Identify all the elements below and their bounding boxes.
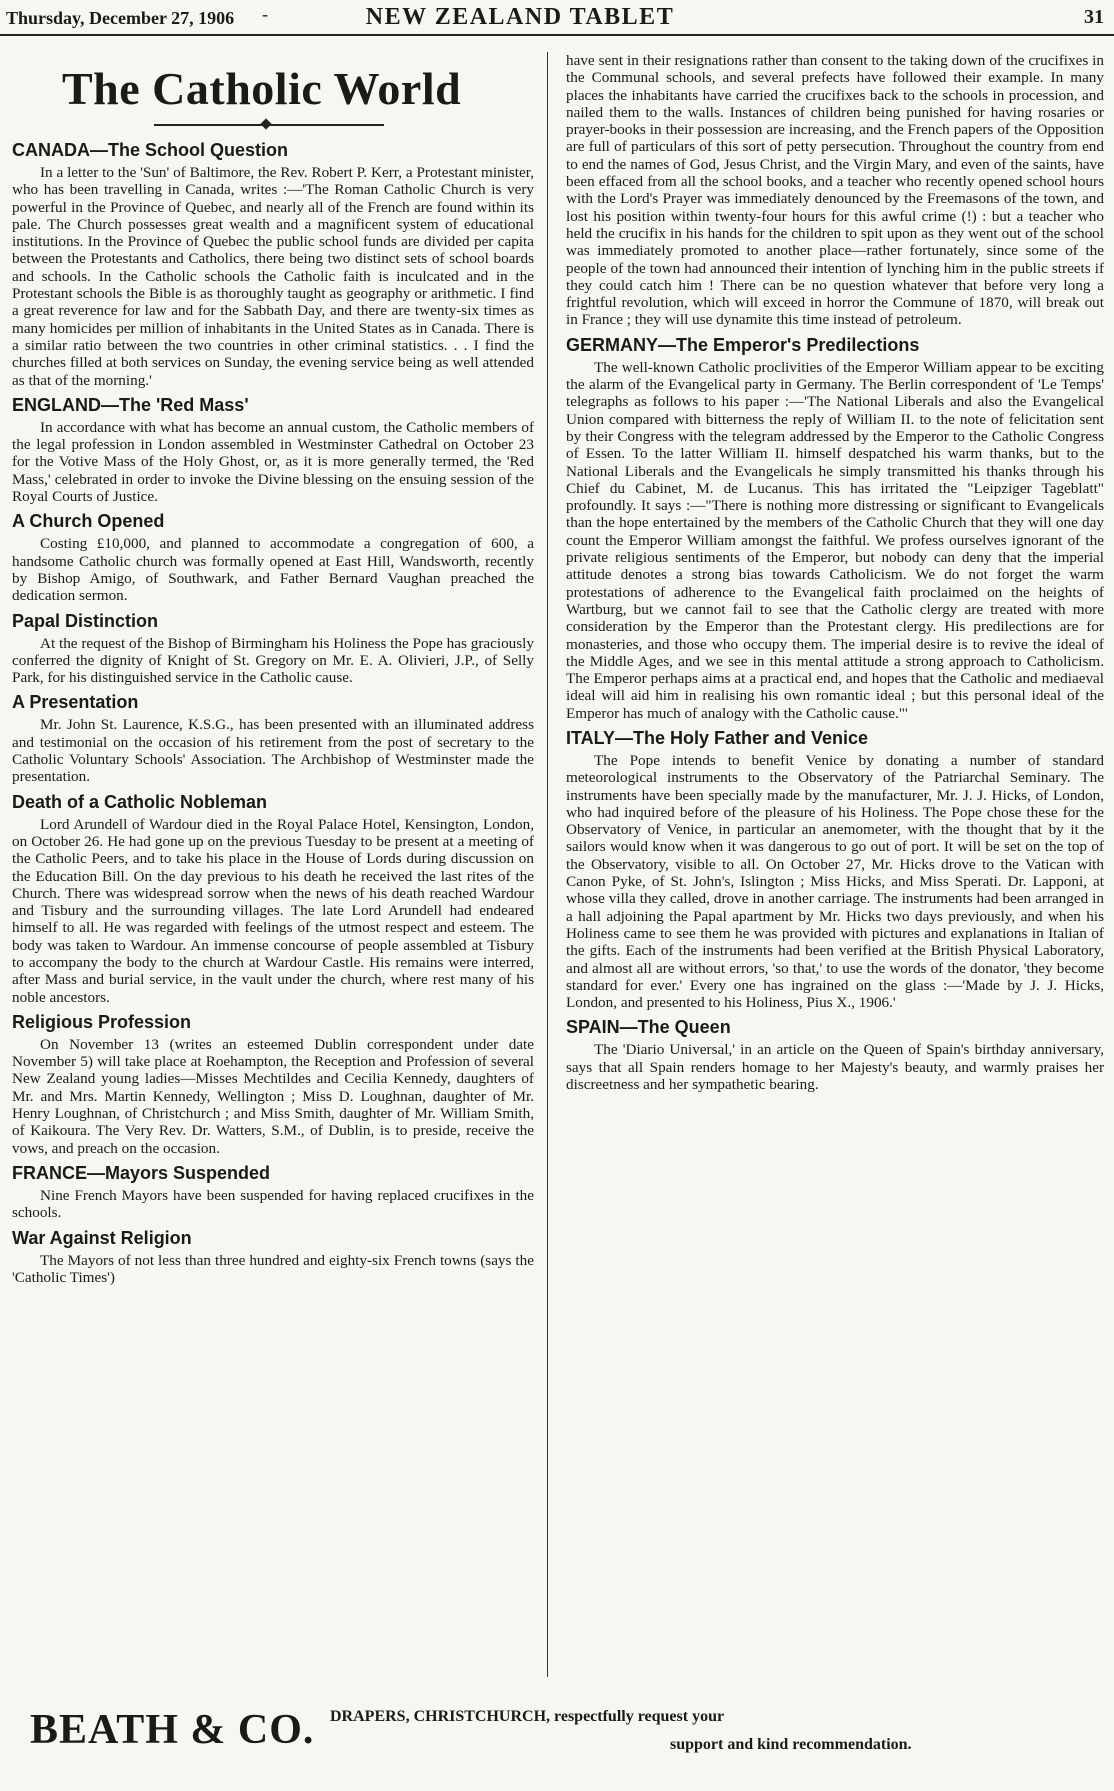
- article-body: The well-known Catholic proclivities of the Emperor William appear to be exciting the alarm of the Evangelical party in Germany. The Berlin correspondent of 'Le Temps' telegraphs as follows to his paper :—'The National Liberals and also the Evangelical Union compared with bitterness the reply of William II. to the note of felicitation sent by their Congress with the telegram addressed by the Emperor to the Catholic Congress of Essen. To the latter William II. himself despatched his warm thanks, but to the National Liberals and the Evangelicals he simply transmitted his thanks through his Chief du Cabinet, M. de Lucanus. This has irritated the "Leipziger Tageblatt" profoundly. It says :—"There is nothing more distressing or significant to Evangelicals than the hope entertained by the members of the Catholic Church that they will one day count the Emperor William amongst the faithful. We profess ourselves ignorant of the private religious sentiments of the Emperor, but nobody can deny that the imperial attitude denotes a strong bias towards Catholicism. We do not forget the warm protestations of adherence to the Evangelical faith proclaimed on the heights of Wartburg, but we cannot fail to see that the Catholic clergy are treated with more consideration by the Emperor than the Protestant clergy. His predilections are for monasteries, and those who occupy them. The imperial desire is to revive the ideal of the Middle Ages, and we see in this mental attitude a strong approach to Catholicism. The Emperor perhaps aims at a practical end, and hopes that the Catholic and mediaeval ideal will aid him in realising his own romantic ideal ; but this personal ideal of the Emperor has much of analogy with the Catholic cause."': [566, 358, 1104, 722]
- section-title: The Catholic World: [62, 63, 462, 114]
- article-heading: ITALY—The Holy Father and Venice: [566, 727, 869, 748]
- masthead-dash: -: [262, 4, 268, 24]
- article-heading: FRANCE—Mayors Suspended: [12, 1162, 271, 1183]
- article-body: Costing £10,000, and planned to accommodate a congregation of 600, a handsome Catholic church was formally opened at East Hill, Wandsworth, recently by Bishop Amigo, of Southwark, and Father Bernard Vaughan preached the dedication sermon.: [12, 535, 534, 605]
- article-body: In a letter to the 'Sun' of Baltimore, the Rev. Robert P. Kerr, a Protestant minister, who has been travelling in Canada, writes :—'The Roman Catholic Church is very powerful in the Province of Quebec, and nearly all of the French are found within its pale. The Church possesses great wealth and a magnificent system of educational institutions. In the Province of Quebec the public school funds are divided per capita between the Protestants and Catholics, there being two distinct sets of school boards and schools. In the Catholic schools the Catholic faith is inculcated and in the Protestant schools the Bible is as thoroughly taught as geography or arithmetic. I find a great reverence for law and for the Sabbath Day, and there are twenty-six times as many homicides per million of inhabitants in the United States as in Canada. There is a similar ratio between the two countries in other criminal statistics. . . I find the churches filled at both services on Sunday, the evening service being as well attended as that of the morning.': [12, 164, 534, 389]
- diamond-icon: [260, 118, 271, 129]
- ad-text-line-1: DRAPERS, CHRISTCHURCH, respectfully request your: [330, 1708, 725, 1725]
- left-column: [12, 52, 534, 1677]
- article-body: On November 13 (writes an esteemed Dublin correspondent under date November 5) will take place at Roehampton, the Reception and Profession of several New Zealand young ladies—Misses Mechtildes and Cecilia Kennedy, daughters of Mr. and Mrs. Martin Kennedy, Wellington ; Miss D. Loughnan, daughter of Mr. Henry Loughnan, of Christchurch ; and Miss Smith, daughter of Mr. William Smith, of Kaikoura. The Very Rev. Dr. Watters, S.M., of Dublin, is to preside, receive the vows, and preach on the occasion.: [12, 1035, 534, 1157]
- article-body: In accordance with what has become an annual custom, the Catholic members of the legal profession in London assembled in Westminster Cathedral on October 23 for the Votive Mass of the Holy Ghost, or, as it is more generally termed, the 'Red Mass,' celebrated in order to invoke the Divine blessing on the ensuing session of the Royal Courts of Justice.: [12, 418, 534, 506]
- ad-brand: BEATH & CO.: [30, 1707, 315, 1753]
- article-body: Nine French Mayors have been suspended for having replaced crucifixes in the schools.: [12, 1186, 534, 1222]
- article-body: The 'Diario Universal,' in an article on the Queen of Spain's birthday anniversary, says that all Spain renders homage to her Majesty's beauty, and warmly praises her discreetness and her sympathetic bearing.: [566, 1041, 1104, 1094]
- article-body: The Pope intends to benefit Venice by donating a number of standard meteorological instruments to the Observatory of the Patriarchal Seminary. The instruments have been specially made by the manufacturer, Mr. J. J. Hicks, of London, who had inquired before of the pleasure of his Holiness. The Pope chose these for the Observatory of Venice, in particular an anemometer, with the thought that by it the sailors would know when it was dangerous to go out of port. It will be set on the top of the Observatory, visible to all. On October 27, Mr. Hicks drove to the Vatican with Canon Pyke, of St. John's, Islington ; Miss Hicks, and Miss Sperati. Dr. Lapponi, at whose villa they called, drove in another carriage. The instruments had been arranged in a hall adjoining the Papal apartment by Mr. Hicks two days previously, and when his Holiness came to see them he was provided with pictures and explanations in Italian of the gifts. Each of the instruments had been verified at the British Physical Laboratory, and almost all are without errors, 'so that,' to use the words of the donator, 'they become standard for ever.' Every one has ingrained on the glass :—'Made by J. J. Hicks, London, and presented to his Holiness, Pius X., 1906.': [566, 751, 1104, 1012]
- article-body: Lord Arundell of Wardour died in the Royal Palace Hotel, Kensington, London, on October 26. He had gone up on the previous Tuesday to be present at a meeting of the Catholic Peers, and to take his place in the House of Lords during discussion on the Education Bill. On the day previous to his death he received the last rites of the Church. There was widespread sorrow when the news of his death reached Wardour and Tisbury and the surrounding villages. The late Lord Arundell had endeared himself to all. He was regarded with feelings of the utmost respect and esteem. The body was taken to Wardour. An immense concourse of people assembled at Tisbury to accompany the body to the church at Wardour Castle. His remains were interred, after Mass and burial service, in the vault under the church, where rest many of his noble ancestors.: [12, 815, 534, 1006]
- advertisement: [30, 1700, 1090, 1770]
- page-number: 31: [1084, 6, 1104, 28]
- article-body: Mr. John St. Laurence, K.S.G., has been presented with an illuminated address and testimonial on the occasion of his retirement from the post of secretary to the Catholic Voluntary Schools' Association. The Archbishop of Westminster made the presentation.: [12, 716, 534, 786]
- article-heading: Religious Profession: [12, 1011, 192, 1032]
- issue-date: Thursday, December 27, 1906: [6, 8, 235, 28]
- article-heading: GERMANY—The Emperor's Predilections: [566, 334, 920, 355]
- article-heading: A Church Opened: [12, 511, 165, 532]
- article-heading: Death of a Catholic Nobleman: [12, 791, 268, 812]
- ad-text-line-2: support and kind recommendation.: [670, 1736, 912, 1753]
- paper-title: NEW ZEALAND TABLET: [365, 4, 675, 30]
- masthead: [0, 0, 1114, 36]
- title-ornament: [12, 118, 534, 132]
- article-heading: A Presentation: [12, 692, 139, 713]
- right-column: [566, 52, 1104, 1677]
- article-heading: War Against Religion: [12, 1227, 192, 1248]
- article-body-continuation: have sent in their resignations rather than consent to the taking down of the crucifixes in the Communal schools, and several prefects have followed their example. In many places the inhabitants have carried the crucifixes back to the schools in procession, and nailed them to the walls. Instances of children being punished for having rosaries or prayer-books in their possession are increasing, and the French papers of the Opposition are full of particulars of this sort of petty persecution. Throughout the country from end to end the names of God, Jesus Christ, and the Virgin Mary, and even of the saints, have been effaced from all the school books, and a teacher who recently opened school hours with the Lord's Prayer was immediately denounced by the Freemasons of the town, and lost his position within twenty-four hours for this awful crime (!) : but a teacher who held the crucifix in his hands for the children to spit upon as they went out of the school was immediately promoted to another place—rather fortunately, since some of the people of the town had announced their intention of lynching him in the public streets if they could catch him ! There can be no question whatever that before very long a frightful revolution, which will exceed in horror the Commune of 1870, will break out in France ; they will use dynamite this time instead of petroleum.: [566, 52, 1104, 329]
- article-heading: CANADA—The School Question: [12, 140, 289, 160]
- article-body: At the request of the Bishop of Birmingham his Holiness the Pope has graciously conferred the dignity of Knight of St. Gregory on Mr. E. A. Olivieri, J.P., of Selly Park, for his distinguished service in the Catholic cause.: [12, 634, 534, 687]
- column-divider: [547, 52, 548, 1677]
- article-body-continued: The Mayors of not less than three hundred and eighty-six French towns (says the 'Catholic Times'): [12, 1251, 534, 1286]
- article-heading: SPAIN—The Queen: [566, 1017, 731, 1038]
- article-heading: Papal Distinction: [12, 610, 159, 631]
- article-heading: ENGLAND—The 'Red Mass': [12, 394, 249, 415]
